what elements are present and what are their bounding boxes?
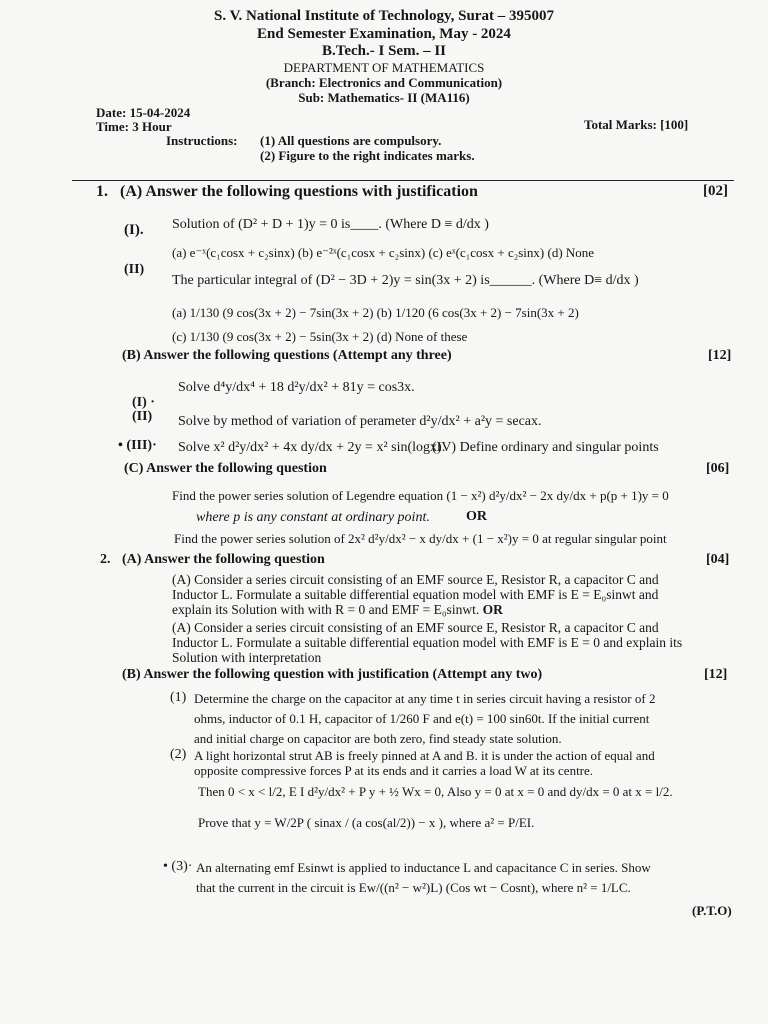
q1a-ii-options-cd: (c) 1/130 (9 cos(3x + 2) − 5sin(3x + 2) (d) None of these <box>172 329 468 344</box>
q1a-i-label: (I). <box>124 222 144 238</box>
q2a-or: OR <box>482 602 503 617</box>
q1b-i-question: Solve d⁴y/dx⁴ + 18 d²y/dx² + 81y = cos3x. <box>178 380 415 395</box>
q1c-question-1-cont: where p is any constant at ordinary point. <box>196 510 430 525</box>
q2b-1-line-1: Determine the charge on the capacitor at any time t in series circuit having a resistor of 2 <box>194 691 656 706</box>
total-marks: Total Marks: [100] <box>584 117 689 132</box>
q1c-or: OR <box>466 509 487 524</box>
q1a-ii-label: (II) <box>124 262 145 277</box>
q2b-2-line-3: Then 0 < x < l/2, E I d²y/dx² + P y + ½ Wx = 0, Also y = 0 at x = 0 and dy/dx = 0 at x = l/2. <box>198 784 673 799</box>
q2a-marks: [04] <box>706 552 730 567</box>
subject: Sub: Mathematics- II (MA116) <box>298 90 470 105</box>
q2b-heading: (B) Answer the following question with justification (Attempt any two) <box>122 667 543 682</box>
q2a-option-1 <box>172 572 692 617</box>
q2b-1-line-3: and initial charge on capacitor are both zero, find steady state solution. <box>194 731 562 746</box>
exam-time: Time: 3 Hour <box>96 119 172 134</box>
q1a-marks: [02] <box>703 183 728 199</box>
exam-date: Date: 15-04-2024 <box>96 105 191 120</box>
q2a-option-1-text: (A) Consider a series circuit consisting of an EMF source E, Resistor R, a capacitor C and Inductor L. Formulate a suitable differential equation model with EMF is E = E₀sinwt and explain its Solution with with R = 0 and EMF = E₀sinwt. <box>172 572 659 617</box>
q1c-question-1: Find the power series solution of Legendre equation (1 − x²) d²y/dx² − 2x dy/dx + p(p + 1)y = 0 <box>172 488 669 503</box>
q2b-1-line-2: ohms, inductor of 0.1 H, capacitor of 1/260 F and e(t) = 100 sin60t. If the initial current <box>194 711 650 726</box>
q1c-question-2: Find the power series solution of 2x² d²y/dx² − x dy/dx + (1 − x²)y = 0 at regular singular point <box>174 531 667 546</box>
instruction-2: (2) Figure to the right indicates marks. <box>260 148 475 163</box>
q2b-2-line-1: A light horizontal strut AB is freely pinned at A and B. it is under the action of equal and <box>194 748 655 763</box>
pto-note: (P.T.O) <box>692 903 732 918</box>
q1b-iii-label: • (III)· <box>118 438 157 453</box>
q2-number: 2. <box>100 552 111 567</box>
instruction-1: (1) All questions are compulsory. <box>260 133 442 148</box>
q1a-i-options: (a) e⁻ˣ(c₁cosx + c₂sinx) (b) e⁻²ˣ(c₁cosx + c₂sinx) (c) eˣ(c₁cosx + c₂sinx) (d) None <box>172 245 595 260</box>
exam-title: End Semester Examination, May - 2024 <box>257 26 511 42</box>
q2b-2-line-4: Prove that y = W/2P ( sinax / (a cos(al/2)) − x ), where a² = P/EI. <box>198 815 535 830</box>
q1b-iv-question: (IV) Define ordinary and singular points <box>432 440 659 455</box>
program: B.Tech.- I Sem. – II <box>321 43 447 59</box>
q1c-heading: (C) Answer the following question <box>124 461 327 476</box>
q2b-2-label: (2) <box>170 747 187 762</box>
q1a-i-question: Solution of (D² + D + 1)y = 0 is____. (Where D ≡ d/dx ) <box>172 217 489 232</box>
q2b-3-label: • (3)· <box>163 859 193 874</box>
q2b-3-line-1: An alternating emf Esinwt is applied to inductance L and capacitance C in series. Show <box>196 860 651 875</box>
department: DEPARTMENT OF MATHEMATICS <box>283 60 485 75</box>
q1b-ii-label: (II) <box>132 409 153 424</box>
q1a-ii-options-ab: (a) 1/130 (9 cos(3x + 2) − 7sin(3x + 2) (b) 1/120 (6 cos(3x + 2) − 7sin(3x + 2) <box>172 305 579 320</box>
q1b-iii-question: Solve x² d²y/dx² + 4x dy/dx + 2y = x² sin(logx). <box>178 440 446 455</box>
q2b-3-line-2: that the current in the circuit is Ew/((n² − w²)L) (Cos wt − Cosnt), where n² = 1/LC. <box>196 880 631 895</box>
q1b-heading: (B) Answer the following questions (Attempt any three) <box>122 348 452 363</box>
q2a-option-2: (A) Consider a series circuit consisting of an EMF source E, Resistor R, a capacitor C and Inductor L. Formulate a suitable differential equation model with EMF is E = 0 and explain its Solution with interpretation <box>172 620 683 665</box>
q2b-marks: [12] <box>704 667 728 682</box>
institute-name: S. V. National Institute of Technology, Surat – 395007 <box>214 8 554 24</box>
branch: (Branch: Electronics and Communication) <box>265 75 503 90</box>
q1a-ii-question: The particular integral of (D² − 3D + 2)y = sin(3x + 2) is______. (Where D≡ d/dx ) <box>172 273 639 288</box>
header-divider <box>72 180 734 181</box>
q1c-marks: [06] <box>706 461 730 476</box>
q2b-1-label: (1) <box>170 690 187 705</box>
instructions-label: Instructions: <box>166 133 238 148</box>
q2b-2-line-2: opposite compressive forces P at its ends and it carries a load W at its centre. <box>194 763 594 778</box>
q1-number: 1. <box>96 183 108 200</box>
q2a-heading: (A) Answer the following question <box>122 552 325 567</box>
q1b-marks: [12] <box>708 348 732 363</box>
q1b-i-label: (I) · <box>132 395 155 410</box>
q1b-ii-question: Solve by method of variation of perameter d²y/dx² + a²y = secax. <box>178 414 542 429</box>
q1a-heading: (A) Answer the following questions with justification <box>120 183 478 200</box>
